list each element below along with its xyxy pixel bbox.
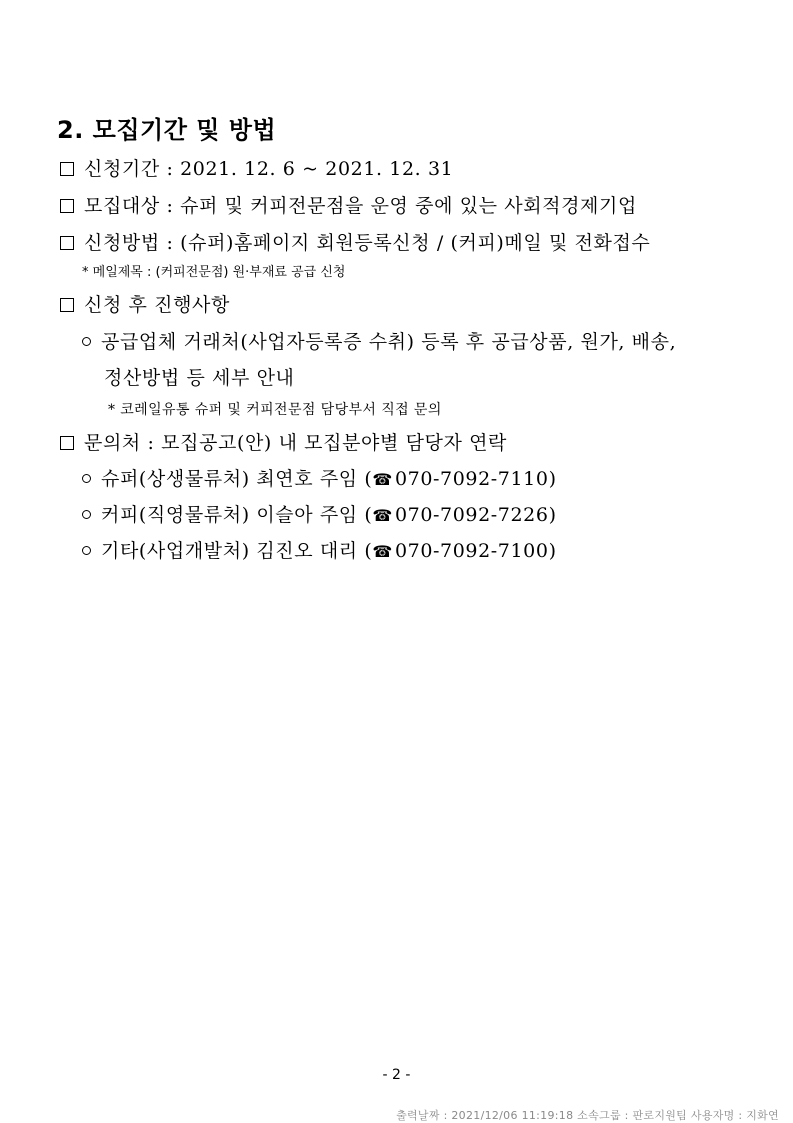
square-bullet-icon xyxy=(60,236,74,250)
circle-bullet-icon xyxy=(82,546,91,555)
square-bullet-icon xyxy=(60,199,74,213)
page-number: - 2 - xyxy=(382,1067,411,1083)
list-item-target: 모집대상 : 슈퍼 및 커피전문점을 운영 중에 있는 사회적경제기업 xyxy=(60,191,637,218)
print-footer: 출력날짜 : 2021/12/06 11:19:18 소속그룹 : 판로지원팀 사용자명 : 지화연 xyxy=(396,1109,779,1122)
note-contact-dept: * 코레일유통 슈퍼 및 커피전문점 담당부서 직접 문의 xyxy=(108,402,442,418)
circle-bullet-icon xyxy=(82,337,91,346)
section-title: 2. 모집기간 및 방법 xyxy=(57,116,277,144)
circle-bullet-icon xyxy=(82,474,91,483)
telephone-icon: ☎ xyxy=(372,506,393,525)
contact-item: 커피(직영물류처) 이슬아 주임 (☎ 070-7092-7226) xyxy=(82,500,557,527)
list-item-apply-method: 신청방법 : (슈퍼)홈페이지 회원등록신청 / (커피)메일 및 전화접수 xyxy=(60,228,650,255)
telephone-icon: ☎ xyxy=(372,470,393,489)
contact-item: 기타(사업개발처) 김진오 대리 (☎ 070-7092-7100) xyxy=(82,536,557,563)
circle-bullet-icon xyxy=(82,510,91,519)
sub-item-registration: 공급업체 거래처(사업자등록증 수취) 등록 후 공급상품, 원가, 배송, xyxy=(82,327,676,354)
telephone-icon: ☎ xyxy=(372,542,393,561)
square-bullet-icon xyxy=(60,436,74,450)
list-item-inquiry: 문의처 : 모집공고(안) 내 모집분야별 담당자 연락 xyxy=(60,428,507,455)
list-item-apply-period: 신청기간 : 2021. 12. 6 ~ 2021. 12. 31 xyxy=(60,154,453,181)
sub-item-continuation: 정산방법 등 세부 안내 xyxy=(104,367,295,389)
square-bullet-icon xyxy=(60,298,74,312)
contact-item: 슈퍼(상생물류처) 최연호 주임 (☎ 070-7092-7110) xyxy=(82,464,557,491)
square-bullet-icon xyxy=(60,162,74,176)
note-mail-subject: * 메일제목 : (커피전문점) 원·부재료 공급 신청 xyxy=(82,265,346,280)
list-item-after-apply: 신청 후 진행사항 xyxy=(60,290,230,317)
